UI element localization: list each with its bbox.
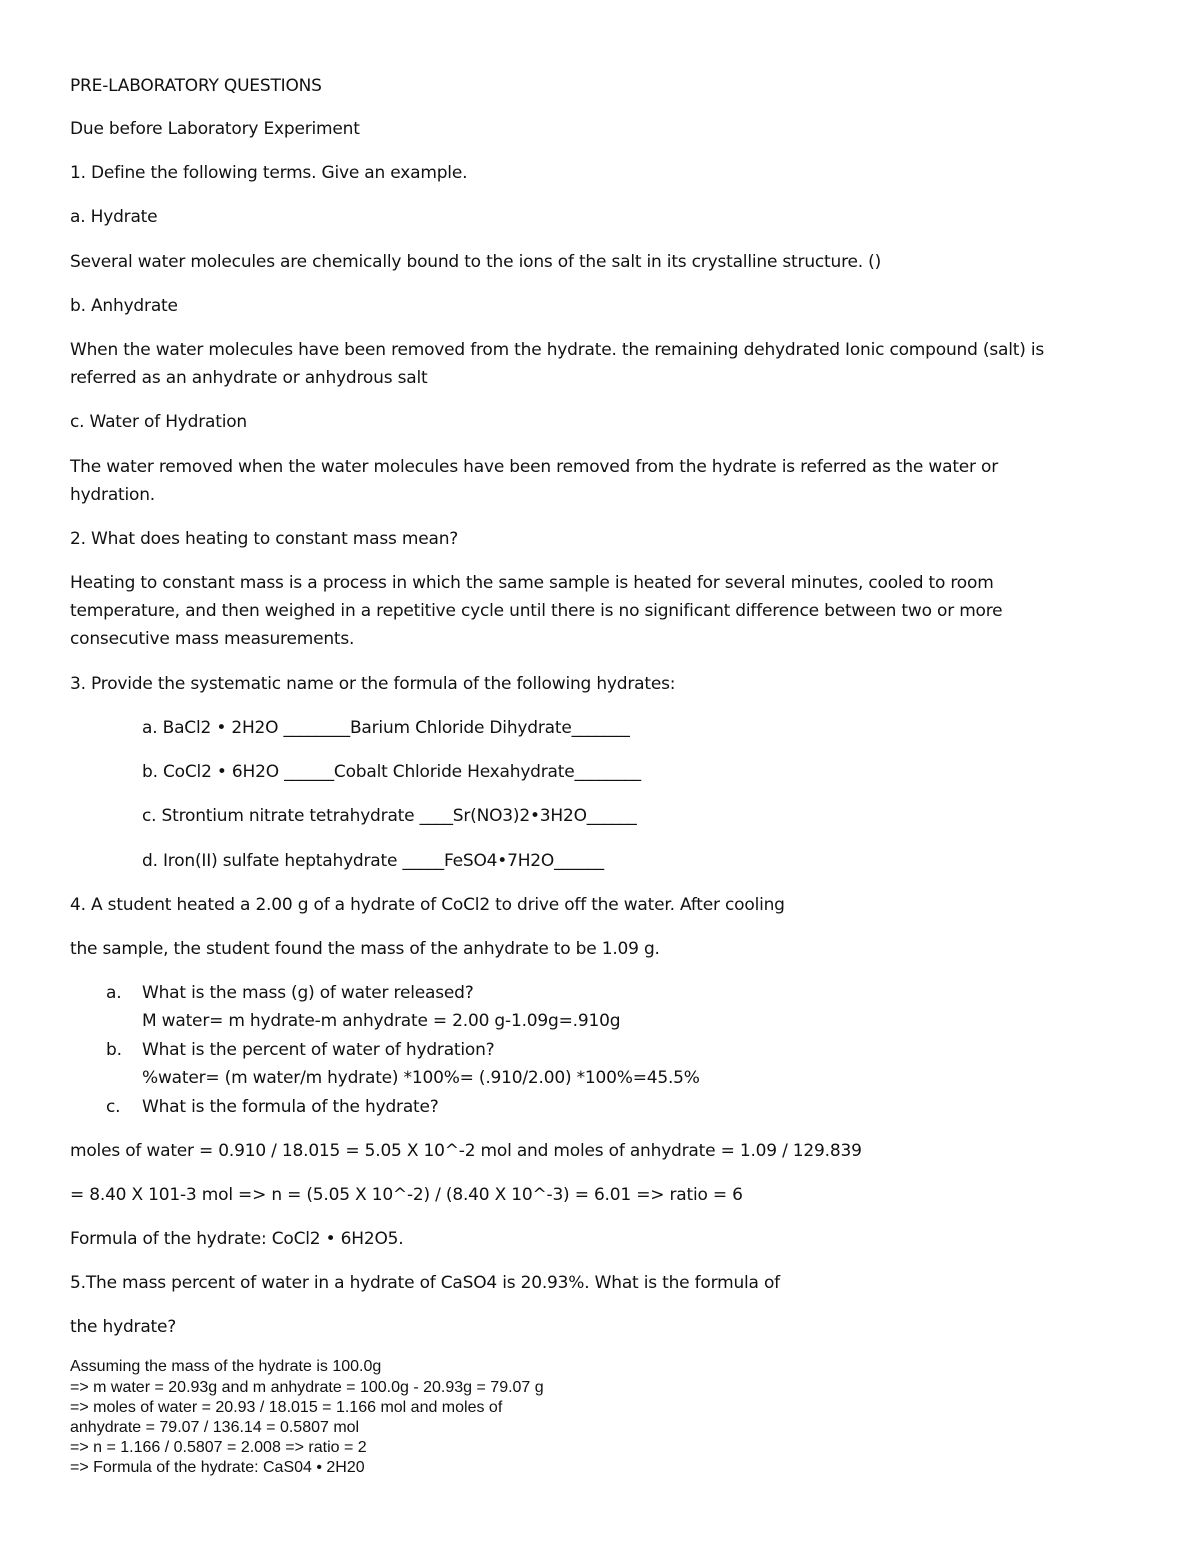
q5-prompt-line1: 5.The mass percent of water in a hydrate of CaSO4 is 20.93%. What is the formula of — [70, 1273, 780, 1293]
q5-work-line4: anhydrate = 79.07 / 136.14 = 0.5807 mol — [70, 1419, 360, 1436]
q5-work-line5: => n = 1.166 / 0.5807 = 2.008 => ratio = 2 — [70, 1439, 367, 1456]
q2-prompt: 2. What does heating to constant mass mean? — [70, 529, 459, 549]
page-title: PRE-LABORATORY QUESTIONS — [70, 76, 322, 96]
q5-work-line2: => m water = 20.93g and m anhydrate = 100.0g - 20.93g = 79.07 g — [70, 1379, 544, 1396]
q1-c-answer-line2: hydration. — [70, 485, 156, 505]
q4-b-question: What is the percent of water of hydration? — [142, 1040, 495, 1060]
q5-work-line1: Assuming the mass of the hydrate is 100.0g — [70, 1358, 382, 1375]
q5-work-line6: => Formula of the hydrate: CaS04 • 2H20 — [70, 1459, 365, 1476]
q3-prompt: 3. Provide the systematic name or the formula of the following hydrates: — [70, 674, 676, 694]
q4-work-line2: = 8.40 X 101-3 mol => n = (5.05 X 10^-2) / (8.40 X 10^-3) = 6.01 => ratio = 6 — [70, 1185, 743, 1205]
due-note: Due before Laboratory Experiment — [70, 119, 360, 139]
q4-a-question: What is the mass (g) of water released? — [142, 983, 474, 1003]
q4-a-answer: M water= m hydrate-m anhydrate = 2.00 g-1.09g=.910g — [142, 1011, 621, 1031]
q1-a-answer: Several water molecules are chemically bound to the ions of the salt in its crystalline structure. () — [70, 252, 882, 272]
q1-prompt: 1. Define the following terms. Give an example. — [70, 163, 468, 183]
q4-b-marker: b. — [106, 1040, 122, 1060]
q4-c-marker: c. — [106, 1097, 121, 1117]
q1-c-answer-line1: The water removed when the water molecules have been removed from the hydrate is referred as the water or — [70, 457, 999, 477]
q4-formula: Formula of the hydrate: CoCl2 • 6H2O5. — [70, 1229, 404, 1249]
q4-prompt-line1: 4. A student heated a 2.00 g of a hydrate of CoCl2 to drive off the water. After cooling — [70, 895, 785, 915]
q3-item-a: a. BaCl2 • 2H2O ________Barium Chloride Dihydrate_______ — [142, 718, 630, 738]
q4-work-line1: moles of water = 0.910 / 18.015 = 5.05 X 10^-2 mol and moles of anhydrate = 1.09 / 129.839 — [70, 1141, 862, 1161]
q4-prompt-line2: the sample, the student found the mass of the anhydrate to be 1.09 g. — [70, 939, 660, 959]
q2-answer-line2: temperature, and then weighed in a repetitive cycle until there is no significant difference between two or more — [70, 601, 1003, 621]
q3-item-b: b. CoCl2 • 6H2O ______Cobalt Chloride Hexahydrate________ — [142, 762, 641, 782]
q2-answer-line1: Heating to constant mass is a process in which the same sample is heated for several minutes, cooled to room — [70, 573, 994, 593]
q4-b-answer: %water= (m water/m hydrate) *100%= (.910/2.00) *100%=45.5% — [142, 1068, 700, 1088]
q1-b-answer-line2: referred as an anhydrate or anhydrous salt — [70, 368, 428, 388]
q4-a-marker: a. — [106, 983, 122, 1003]
q1-b-label: b. Anhydrate — [70, 296, 178, 316]
q5-prompt-line2: the hydrate? — [70, 1317, 177, 1337]
q1-b-answer-line1: When the water molecules have been removed from the hydrate. the remaining dehydrated Ionic compound (salt) is — [70, 340, 1045, 360]
q1-a-label: a. Hydrate — [70, 207, 158, 227]
q4-c-question: What is the formula of the hydrate? — [142, 1097, 439, 1117]
q3-item-d: d. Iron(II) sulfate heptahydrate _____FeSO4•7H2O______ — [142, 851, 604, 871]
q2-answer-line3: consecutive mass measurements. — [70, 629, 355, 649]
q1-c-label: c. Water of Hydration — [70, 412, 248, 432]
q5-work-line3: => moles of water = 20.93 / 18.015 = 1.166 mol and moles of — [70, 1399, 503, 1416]
q3-item-c: c. Strontium nitrate tetrahydrate ____Sr(NO3)2•3H2O______ — [142, 806, 637, 826]
